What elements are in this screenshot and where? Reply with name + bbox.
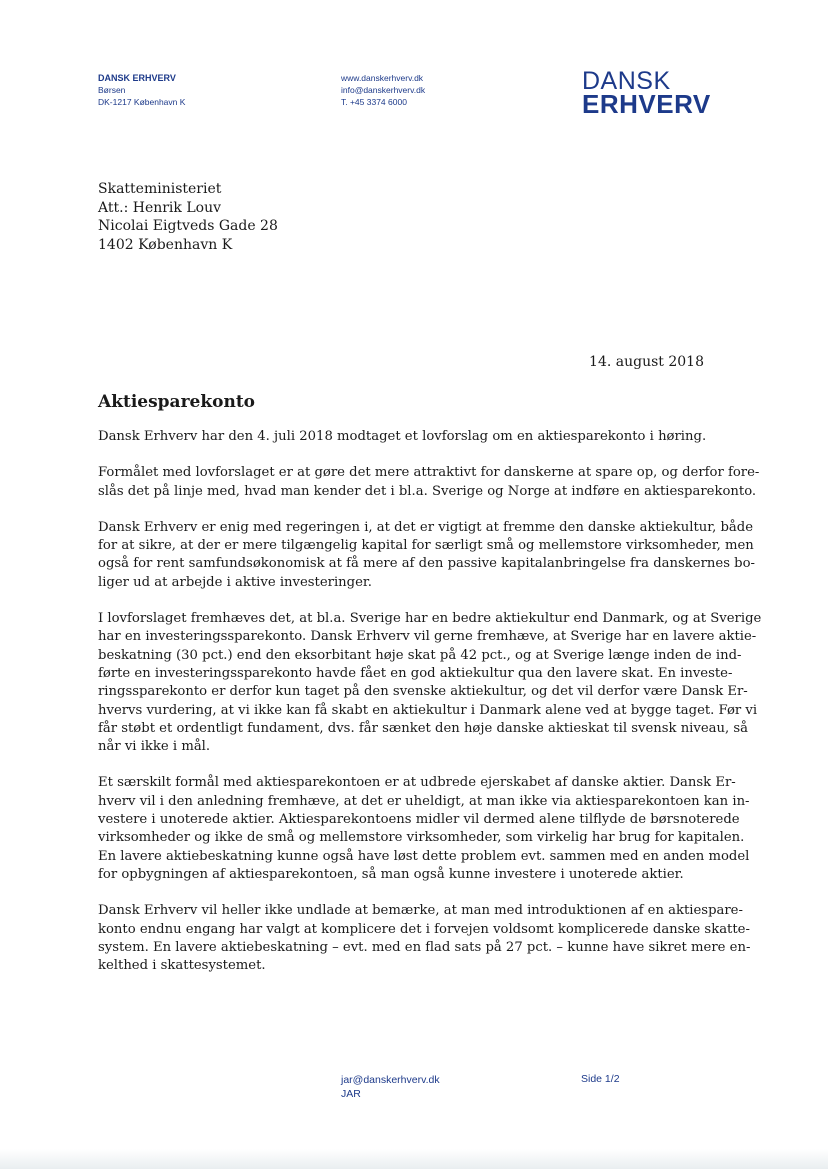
text-line: for opbygningen af aktiesparekontoen, så man også kunne investere i unoterede aktier.: [98, 866, 684, 882]
text-line: konto endnu engang har valgt at komplicere det i forvejen voldsomt komplicerede danske skatte-: [98, 921, 750, 937]
logo-line1: DANSK: [582, 67, 671, 95]
recipient-line2: Att.: Henrik Louv: [98, 199, 221, 216]
footer-contact: [341, 1073, 440, 1101]
text-line: beskatning (30 pct.) end den eksorbitant høje skat på 42 pct., og at Sverige længe inden de ind-: [98, 647, 742, 663]
text-line: slås det på linje med, hvad man kender det i bl.a. Sverige og Norge at indføre en aktiesparekonto.: [98, 483, 757, 499]
text-line: for at sikre, at der er mere tilgængelig kapital for særligt små og mellemstore virksomheder, men: [98, 538, 754, 554]
text-line: når vi ikke i mål.: [98, 739, 211, 755]
paragraph: [98, 428, 710, 446]
text-line: får støbt et ordentligt fundament, dvs. får sænket den høje danske aktieskat til svensk niveau, så: [98, 720, 749, 736]
text-line: Dansk Erhverv vil heller ikke undlade at bemærke, at man med introduktionen af en aktiespare-: [98, 903, 743, 919]
text-line: system. En lavere aktiebeskatning – evt. med en flad sats på 27 pct. – kunne have sikret mere en-: [98, 939, 751, 955]
text-line: også for rent samfundsøkonomisk at få mere af den passive kapitalanbringelse fra danskernes bo-: [98, 556, 755, 572]
recipient-line4: 1402 København K: [98, 236, 233, 253]
letter-date: 14. august 2018: [589, 354, 704, 370]
text-line: kelthed i skattesystemet.: [98, 958, 266, 974]
text-line: Dansk Erhverv har den 4. juli 2018 modtaget et lovforslag om en aktiesparekonto i høring.: [98, 429, 707, 444]
sender-address: [98, 72, 185, 108]
sender-line1: Børsen: [98, 85, 126, 95]
paragraph: [98, 774, 750, 884]
text-line: Formålet med lovforslaget er at gøre det mere attraktivt for danskerne at spare op, og derfor fore-: [98, 465, 760, 481]
footer-email: jar@danskerhverv.dk: [341, 1074, 440, 1086]
text-line: ringssparekonto er derfor kun taget på den svenske aktiekultur, og det vil derfor være Dansk Er-: [98, 684, 748, 700]
paragraph: [98, 519, 755, 592]
recipient-address: [98, 180, 278, 254]
text-line: Dansk Erhverv er enig med regeringen i, at det er vigtigt at fremme den danske aktiekultur, både: [98, 519, 754, 535]
logo-line2: ERHVERV: [582, 89, 711, 119]
sender-line2: DK-1217 København K: [98, 97, 186, 107]
paragraph: [98, 902, 751, 975]
sender-web: www.danskerhverv.dk: [341, 73, 424, 83]
text-line: Et særskilt formål med aktiesparekontoen er at udbrede ejerskabet af danske aktier. Dansk Er-: [98, 775, 736, 791]
sender-phone: T. +45 3374 6000: [341, 97, 407, 107]
text-line: hvervs vurdering, at vi ikke kan få skabt en aktiekultur i Danmark alene ved at bygge taget. Før vi: [98, 702, 758, 718]
text-line: virksomheder og ikke de små og mellemstore virksomheder, som virkelig har brug for kapitalen.: [98, 830, 745, 846]
dansk-erhverv-logo: [582, 67, 711, 119]
paragraph: [98, 464, 760, 501]
sender-contact: [341, 72, 425, 108]
text-line: hverv vil i den anledning fremhæve, at det er uheldigt, at man ikke via aktiesparekontoen kan in-: [98, 793, 750, 809]
paragraph: [98, 610, 762, 756]
scan-edge-shadow: [0, 1149, 828, 1169]
sender-name: DANSK ERHVERV: [98, 73, 176, 83]
recipient-line1: Skatteministeriet: [98, 181, 222, 197]
text-line: førte en investeringssparekonto havde fået en god aktiekultur qua den lavere skat. En investe-: [98, 665, 733, 681]
text-line: liger ud at arbejde i aktive investeringer.: [98, 574, 372, 590]
footer-initials: JAR: [341, 1088, 361, 1100]
text-line: har en investeringssparekonto. Dansk Erhverv vil gerne fremhæve, at Sverige har en lavere aktie-: [98, 629, 757, 645]
page-number: Side 1/2: [581, 1073, 620, 1085]
text-line: vestere i unoterede aktier. Aktiesparekontoens midler vil dermed alene tilflyde de børsnoterede: [98, 812, 740, 828]
letter-title: Aktiesparekonto: [98, 392, 256, 412]
recipient-line3: Nicolai Eigtveds Gade 28: [98, 218, 278, 234]
text-line: I lovforslaget fremhæves det, at bl.a. Sverige har en bedre aktiekultur end Danmark, og at Sverige: [98, 611, 762, 627]
text-line: En lavere aktiebeskatning kunne også have løst dette problem evt. sammen med en anden model: [98, 848, 750, 864]
letter-body: [98, 428, 762, 993]
sender-email: info@danskerhverv.dk: [341, 85, 426, 95]
